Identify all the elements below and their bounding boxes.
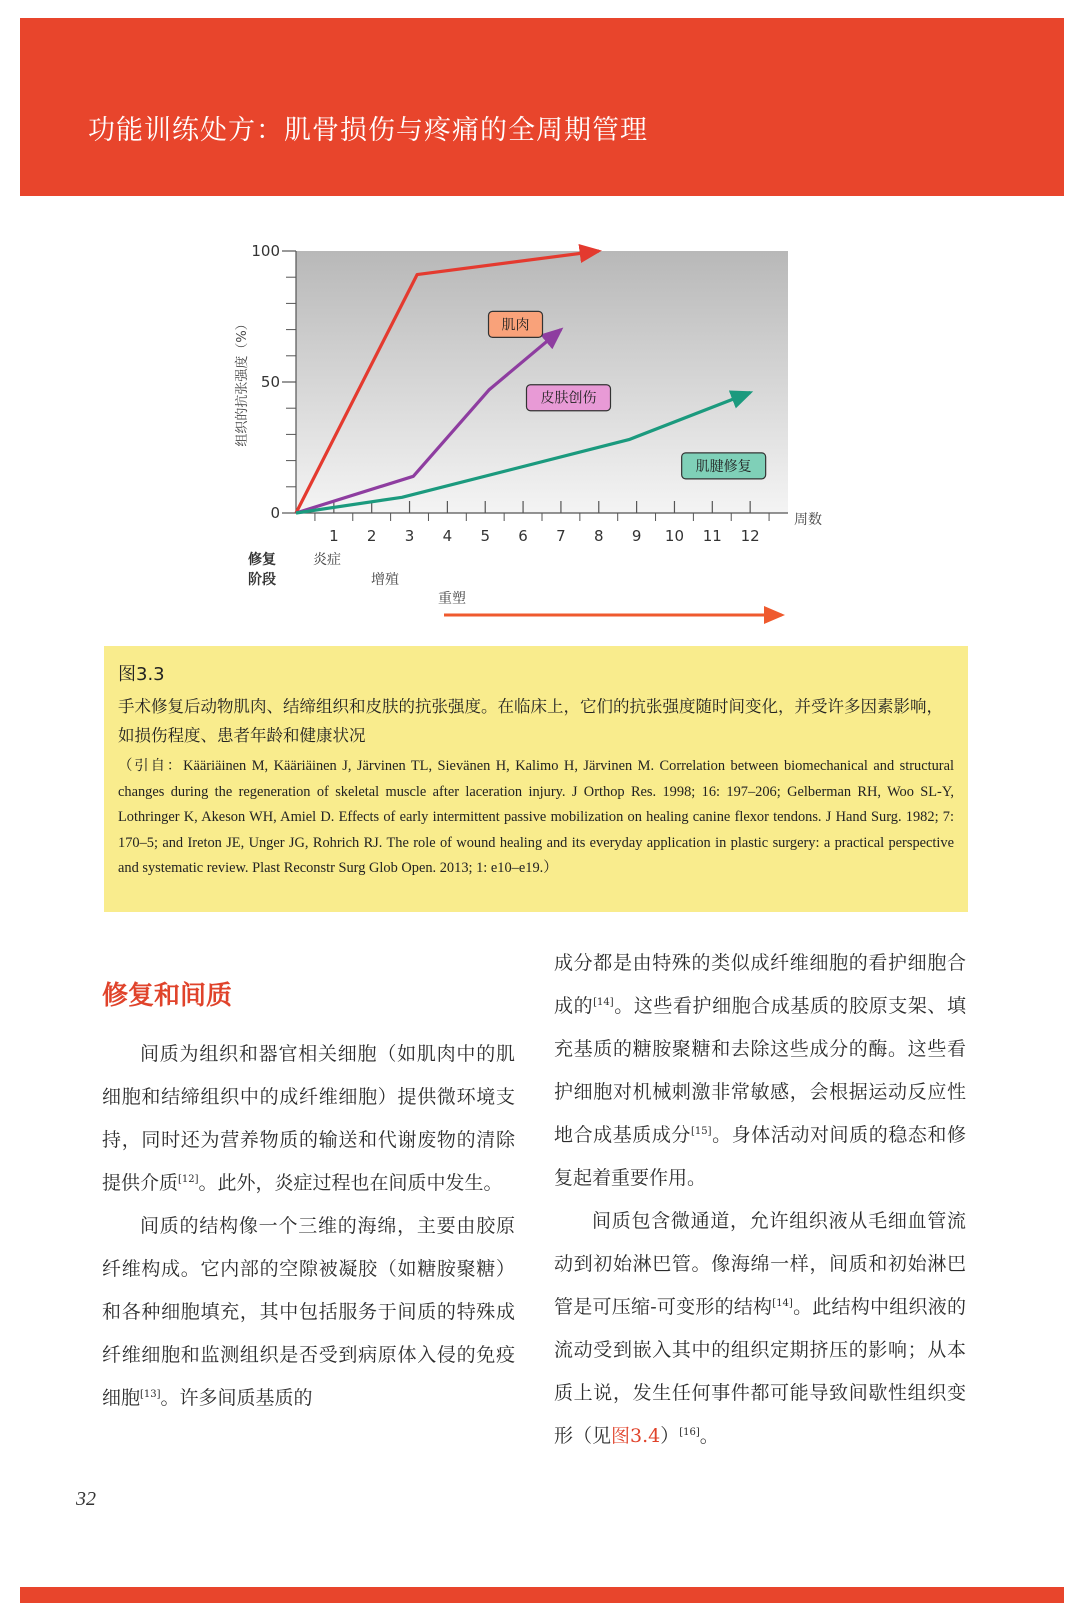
chart-svg — [200, 235, 880, 645]
text-span: 间质为组织和器官相关细胞（如肌肉中的肌细胞和结缔组织中的成纤维细胞）提供微环境支持，同时还为营养物质的输送和代谢废物的清除提供介质 — [102, 1043, 515, 1194]
phase-remodeling: 重塑 — [438, 591, 466, 607]
x-tick-label-1: 1 — [329, 527, 339, 545]
x-tick-label-4: 4 — [442, 527, 453, 545]
phase-inflammation: 炎症 — [313, 552, 341, 568]
citation-ref: [14] — [593, 997, 614, 1008]
right-column — [554, 942, 966, 1458]
text-span: 成分都是由特殊的类似成纤维细胞的看护细胞合成的 — [554, 952, 966, 1017]
phase-title-line2: 阶段 — [248, 572, 276, 588]
right-paragraph-2 — [554, 1200, 966, 1458]
x-tick-label-5: 5 — [480, 527, 491, 545]
section-title: 修复和间质 — [102, 981, 233, 1011]
header-band — [20, 18, 1064, 196]
figure-caption — [104, 646, 968, 912]
series-label-0: 肌肉 — [501, 317, 530, 334]
text-span: ） — [660, 1425, 680, 1447]
x-tick-label-10: 10 — [664, 527, 685, 545]
footer-band — [20, 1587, 1064, 1603]
right-paragraph-1 — [554, 942, 966, 1200]
phase-title-line1: 修复 — [248, 552, 276, 568]
figure-link[interactable]: 图3.4 — [611, 1425, 661, 1447]
caption-text: 手术修复后动物肌肉、结缔组织和皮肤的抗张强度。在临床上，它们的抗张强度随时间变化，并受许多因素影响，如损伤程度、患者年龄和健康状况 — [118, 697, 943, 745]
text-span: 间质的结构像一个三维的海绵，主要由胶原纤维构成。它内部的空隙被凝胶（如糖胺聚糖）和各种细胞填充，其中包括服务于间质的特殊成纤维细胞和监测组织是否受到病原体入侵的免疫细胞 — [102, 1215, 515, 1409]
text-span: 间质包含微通道，允许组织液从毛细血管流动到初始淋巴管。像海绵一样，间质和初始淋巴管是可压缩-可变形的结构 — [554, 1210, 966, 1318]
text-span: 。许多间质基质的 — [160, 1387, 313, 1409]
tensile-strength-chart — [200, 235, 880, 645]
text-span: 。这些看护细胞合成基质的胶原支架、填充基质的糖胺聚糖和去除这些成分的酶。这些看护细胞对机械刺激非常敏感，会根据运动反应性地合成基质成分 — [554, 995, 966, 1146]
citation-ref: [12] — [178, 1174, 199, 1185]
text-span: 。此结构中组织液的流动受到嵌入其中的组织定期挤压的影响；从本质上说，发生任何事件都可能导致间歇性组织变形（见 — [554, 1296, 966, 1447]
text-span: 。身体活动对间质的稳态和修复起着重要作用。 — [554, 1124, 966, 1189]
y-axis-ticks — [251, 242, 296, 522]
citation-ref: [16] — [679, 1427, 700, 1438]
text-span: 。 — [699, 1425, 719, 1447]
y-tick-label-100: 100 — [251, 242, 280, 260]
x-tick-label-8: 8 — [593, 527, 604, 545]
y-tick-label-0: 0 — [270, 504, 280, 522]
citation-ref: [15] — [691, 1126, 712, 1137]
left-paragraph-2 — [102, 1205, 515, 1420]
text-span: 。此外，炎症过程也在间质中发生。 — [198, 1172, 503, 1194]
x-tick-label-7: 7 — [556, 527, 566, 545]
page-number: 32 — [76, 1488, 96, 1510]
citation-ref: [14] — [772, 1298, 793, 1309]
x-tick-label-3: 3 — [404, 527, 415, 545]
y-tick-label-50: 50 — [260, 373, 280, 391]
left-paragraph-1 — [102, 1033, 515, 1205]
x-tick-label-9: 9 — [631, 527, 642, 545]
caption-citation: （引自：Kääriäinen M, Kääriäinen J, Järvinen TL, Sievänen H, Kalimo H, Järvinen M. Correlation between biomechanical and structural changes during the regeneration of skeletal muscle after laceration injury. J Orthop Res. 1998; 16: 197–206; Gelberman RH, Woo SL-Y, Lothringer K, Akeson WH, Amiel D. Effects of early intermittent passive mobilization on healing canine flexor tendons. J Hand Surg. 1982; 7: 170–5; and Ireton JE, Unger JG, Rohrich RJ. The role of wound healing and its everyday application in plastic surgery: a practical perspective and systematic review. Plast Reconstr Surg Glob Open. 2013; 1: e10–e19.） — [118, 758, 954, 876]
citation-ref: [13] — [140, 1389, 161, 1400]
phase-proliferation: 增殖 — [371, 572, 399, 588]
y-axis-label: 组织的抗张强度（%） — [235, 317, 250, 447]
series-label-1: 皮肤创伤 — [540, 390, 597, 407]
book-title: 功能训练处方：肌骨损伤与疼痛的全周期管理 — [88, 115, 648, 146]
series-label-2: 肌腱修复 — [695, 458, 752, 475]
left-column — [102, 1033, 515, 1420]
x-tick-label-2: 2 — [366, 527, 377, 545]
x-axis-label: 周数 — [794, 512, 822, 528]
x-tick-label-6: 6 — [518, 527, 528, 545]
x-tick-label-11: 11 — [702, 527, 722, 545]
x-tick-label-12: 12 — [740, 527, 760, 545]
figure-label: 图3.3 — [118, 664, 165, 685]
